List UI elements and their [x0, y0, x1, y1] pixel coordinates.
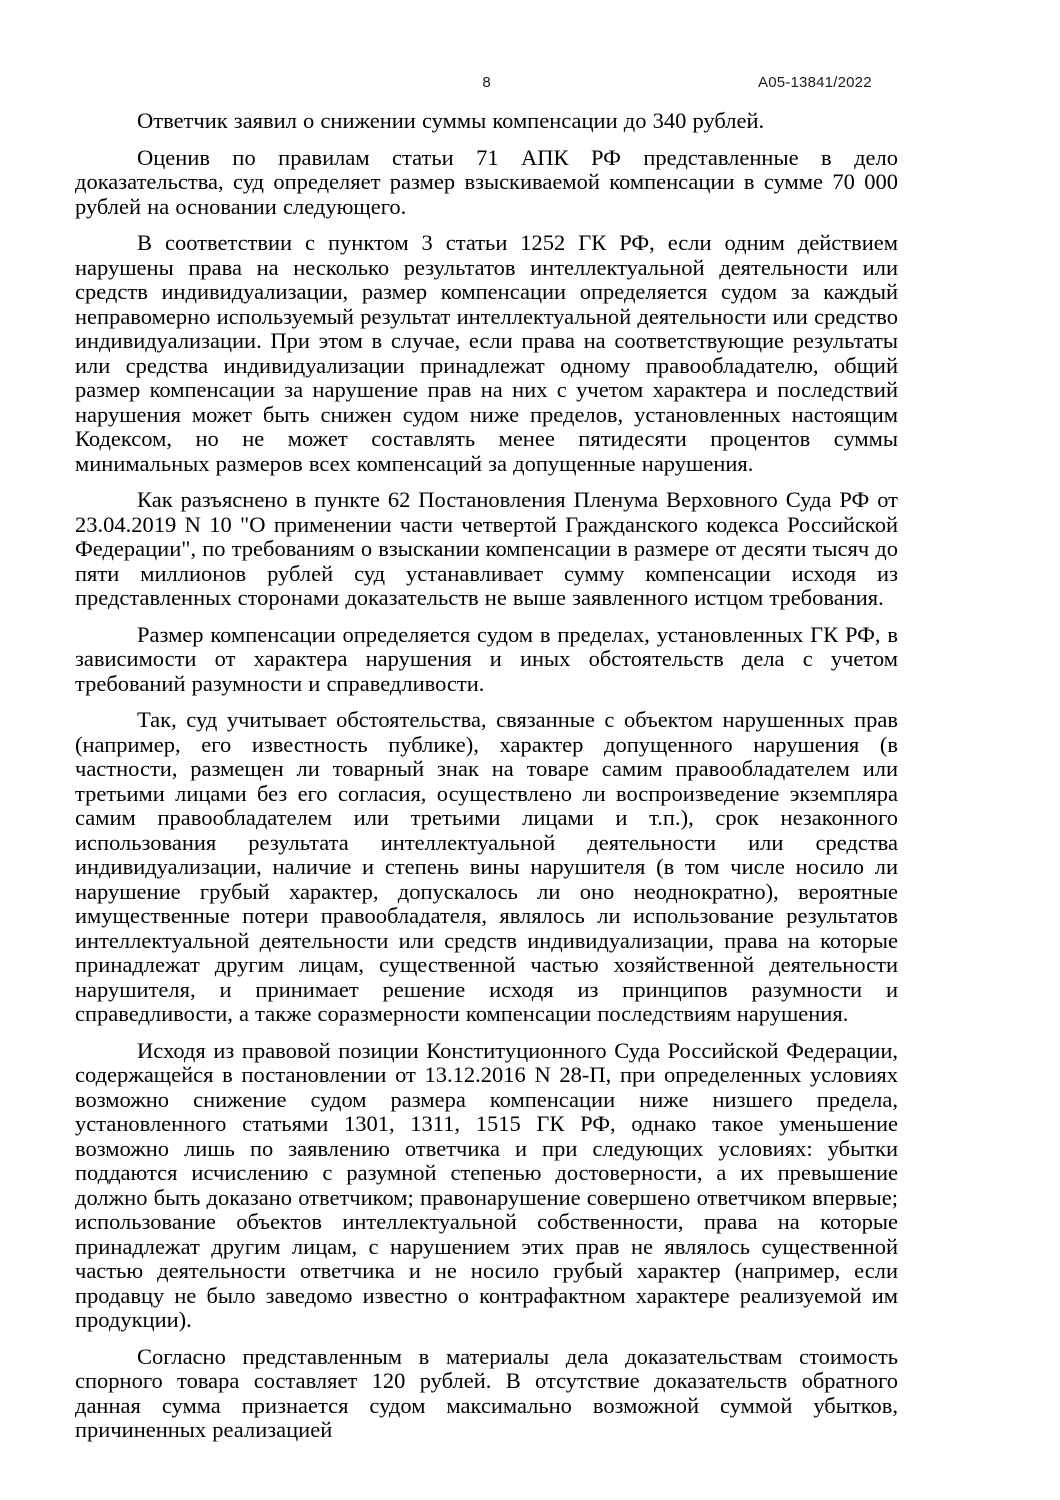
- document-body: [75, 109, 898, 1443]
- page-number: 8: [482, 74, 491, 91]
- paragraph-1: Ответчик заявил о снижении суммы компенсации до 340 рублей.: [137, 108, 765, 133]
- paragraph-6: Так, суд учитывает обстоятельства, связанные с объектом нарушенных прав (например, его известность публике), характер допущенного нарушения (в частности, размещен ли товарный знак на товаре самим правообладателем или третьими лицами без его согласия, осуществлено ли воспроизведение экземпляра самим правообладателем или третьими лицами и т.п.), срок незаконного использования результата интеллектуальной деятельности или средства индивидуализации, наличие и степень вины нарушителя (в том числе носило ли нарушение грубый характер, допускалось ли оно неоднократно), вероятные имущественные потери правообладателя, являлось ли использование результатов интеллектуальной деятельности или средств индивидуализации, права на которые принадлежат другим лицам, существенной частью хозяйственной деятельности нарушителя, и принимает решение исходя из принципов разумности и справедливости, а также соразмерности компенсации последствиям нарушения.: [75, 707, 898, 1026]
- case-number: А05-13841/2022: [758, 74, 872, 91]
- paragraph-7: Исходя из правовой позиции Конституционного Суда Российской Федерации, содержащейся в постановлении от 13.12.2016 N 28-П, при определенных условиях возможно снижение судом размера компенсации ниже низшего предела, установленного статьями 1301, 1311, 1515 ГК РФ, однако такое уменьшение возможно лишь по заявлению ответчика и при следующих условиях: убытки поддаются исчислению с разумной степенью достоверности, а их превышение должно быть доказано ответчиком; правонарушение совершено ответчиком впервые; использование объектов интеллектуальной собственности, права на которые принадлежат другим лицам, с нарушением этих прав не являлось существенной частью деятельности ответчика и не носило грубый характер (например, если продавцу не было заведомо известно о контрафактном характере реализуемой им продукции).: [75, 1037, 898, 1332]
- paragraph-8: Согласно представленным в материалы дела доказательствам стоимость спорного товара составляет 120 рублей. В отсутствие доказательств обратного данная сумма признается судом максимально возможной суммой убытков, причиненных реализацией: [75, 1343, 898, 1442]
- paragraph-4: Как разъяснено в пункте 62 Постановления Пленума Верховного Суда РФ от 23.04.2019 N 10 "О применении части четвертой Гражданского кодекса Российской Федерации", по требованиям о взыскании компенсации в размере от десяти тысяч до пяти миллионов рублей суд устанавливает сумму компенсации исходя из представленных сторонами доказательств не выше заявленного истцом требования.: [75, 487, 898, 610]
- paragraph-2: Оценив по правилам статьи 71 АПК РФ представленные в дело доказательства, суд определяет размер взыскиваемой компенсации в сумме 70 000 рублей на основании следующего.: [75, 144, 898, 219]
- paragraph-5: Размер компенсации определяется судом в пределах, установленных ГК РФ, в зависимости от характера нарушения и иных обстоятельств дела с учетом требований разумности и справедливости.: [75, 621, 898, 696]
- page-header: [75, 72, 898, 94]
- paragraph-3: В соответствии с пунктом 3 статьи 1252 ГК РФ, если одним действием нарушены права на несколько результатов интеллектуальной деятельности или средств индивидуализации, размер компенсации определяется судом за каждый неправомерно используемый результат интеллектуальной деятельности или средство индивидуализации. При этом в случае, если права на соответствующие результаты или средства индивидуализации принадлежат одному правообладателю, общий размер компенсации за нарушение прав на них с учетом характера и последствий нарушения может быть снижен судом ниже пределов, установленных настоящим Кодексом, но не может составлять менее пятидесяти процентов суммы минимальных размеров всех компенсаций за допущенные нарушения.: [75, 230, 898, 476]
